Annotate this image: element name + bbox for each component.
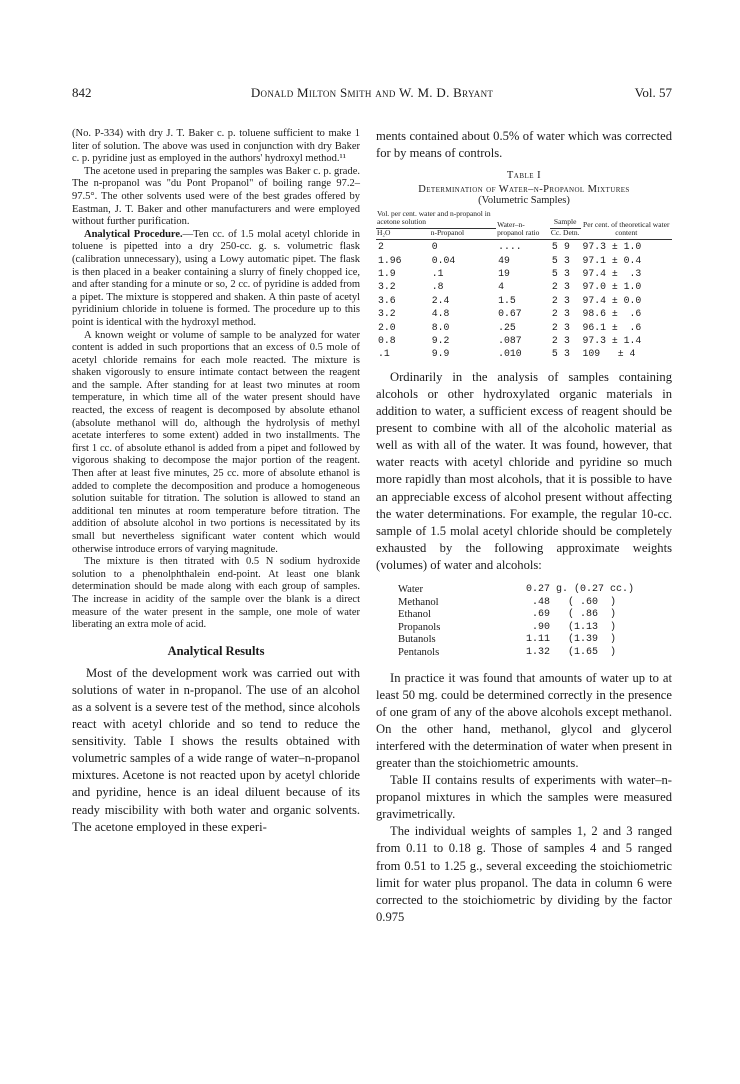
column-header: Vol. per cent. water and n-propanol in acetone solution (376, 210, 496, 229)
table-cell-ratio: 0.67 (498, 308, 522, 320)
table-cell-pct: 97.3 ± 1.0 (582, 241, 642, 253)
table-cell-pct: 109 ± 4 (582, 348, 636, 360)
table-cell-detn: 3 (564, 268, 570, 279)
table-1 (376, 170, 672, 361)
table-cell-ratio: .010 (498, 348, 522, 360)
table-cell-prop: 8.0 (431, 321, 450, 333)
table-cell-cc: 2 (551, 335, 558, 347)
paragraph: The mixture is then titrated with 0.5 N sodium hydroxide solution to a phenolphthalein end-point. At least one blank determination should be made along with each group of samples. The increase in acidity of the sample over the blank is a direct measure of the water present in the sample, one mole of water liberating an extra mole of acid. (72, 556, 360, 631)
paragraph: The acetone used in preparing the samples was Baker c. p. grade. The n-propanol was "du Pont Propanol" of boiling range 97.2–97.5°. The other solvents used were of the best grades offered by Eastman, J. T. Baker and other manufacturers and were employed without further purification. (72, 165, 360, 228)
table-cell-ratio: 19 (498, 268, 510, 279)
table-title: Determination of Water–n-Propanol Mixtures (418, 184, 630, 196)
table-cell-prop: 9.2 (431, 335, 450, 347)
table-cell-detn: 3 (564, 321, 570, 333)
weights-row (398, 584, 634, 597)
results-text (72, 665, 360, 836)
table-cell-h2o: 3.2 (378, 308, 396, 320)
table-cell-prop: 4.8 (431, 308, 450, 320)
table-cell-detn: 3 (564, 335, 570, 347)
table-cell-prop: 9.9 (431, 348, 450, 360)
table-row (376, 267, 672, 280)
table-cell-pct: 97.4 ± .3 (582, 268, 642, 279)
table-row (376, 240, 672, 254)
weights-table (398, 584, 634, 660)
table-cell-cc: 2 (551, 294, 558, 306)
weights-body (398, 584, 634, 660)
table-subtitle: (Volumetric Samples) (478, 195, 570, 207)
substance-name: Ethanol (398, 609, 431, 621)
running-head-authors: Donald Milton Smith and W. M. D. Bryant (250, 85, 494, 100)
weights-row (398, 597, 634, 610)
right-column (376, 128, 672, 926)
table-cell-ratio: .087 (498, 335, 522, 347)
table-row (376, 321, 672, 334)
substance-name: Water (398, 583, 424, 595)
table-cell-prop: 0 (431, 241, 438, 253)
table-cell-prop: .8 (431, 281, 444, 293)
experimental-text (72, 128, 360, 632)
substance-weight: .48 ( .60 ) (526, 596, 617, 608)
weights-row (398, 647, 634, 660)
table-row (376, 280, 672, 293)
column-header: Water–n-propanol ratio (496, 210, 550, 240)
substance-weight: 0.27 g. (0.27 cc.) (526, 583, 635, 595)
discussion-text (376, 369, 672, 574)
table-row (376, 334, 672, 347)
substance-name: Propanols (398, 621, 441, 633)
weights-row (398, 609, 634, 622)
substance-weight: 1.11 (1.39 ) (526, 634, 617, 646)
page-header (72, 85, 672, 103)
table-cell-detn: 3 (564, 308, 570, 320)
table-cell-ratio: 1.5 (498, 294, 516, 306)
paragraph: The individual weights of samples 1, 2 and 3 ranged from 0.11 to 0.18 g. Those of samples 4 and 5 ranged from 0.51 to 1.25 g., several exceeding the stoichiometric limit for water plus propanol. The data in column 6 were corrected to the stoichiometric by dividing by the factor 0.975 (376, 824, 672, 924)
paragraph: A known weight or volume of sample to be analyzed for water content is added in such proportions that an excess of 0.5 mole of acetyl chloride remains for each mole reacted. The mixture is shaken vigorously to ensure intimate contact between the reagent and the sample. After standing for at least two minutes at room temperature, in which time all of the water present should have reacted, the excess of reagent is decomposed by absolute ethanol (absolute methanol will do, although the hydrolysis of methyl acetate interferes to some extent) added in two installments. The first 1 cc. of absolute ethanol is added from a pipet and followed by vigorous shaking to decompose the major portion of the reagent. Then after at least five minutes, 25 cc. more of absolute ethanol is added to complete the decomposition and produce a homogeneous solution suitable for titration. The solution is allowed to stand an additional ten minutes at room temperature before titration. The addition of absolute alcohol in two portions is necessitated by its small but nevertheless significant water content which would otherwise introduce errors of varying magnitude. (72, 329, 360, 555)
substance-name: Butanols (398, 634, 436, 646)
table-cell-cc: 2 (551, 308, 558, 320)
table-label: Table I (506, 170, 542, 182)
table-cell-h2o: 0.8 (378, 335, 396, 347)
paragraph: ments contained about 0.5% of water which was corrected for by means of controls. (376, 129, 672, 161)
column-header: Per cent. of theoretical water content (581, 210, 673, 240)
table-cell-pct: 97.3 ± 1.4 (582, 335, 642, 347)
left-column (72, 128, 360, 836)
table-cell-pct: 96.1 ± .6 (582, 321, 642, 333)
paragraph: Table II contains results of experiments with water–n-propanol mixtures in which the samples were measured gravimetrically. (376, 773, 672, 822)
substance-weight: 1.32 (1.65 ) (526, 646, 617, 658)
table-cell-detn: 3 (564, 348, 570, 360)
table-cell-pct: 97.1 ± 0.4 (582, 254, 642, 266)
table-cell-h2o: 1.96 (378, 254, 402, 266)
weights-row (398, 634, 634, 647)
column-header: Detn. (562, 229, 580, 240)
table-cell-detn: 3 (564, 254, 570, 266)
table-cell-cc: 2 (551, 321, 558, 333)
substance-weight: .90 (1.13 ) (526, 621, 617, 633)
substance-name: Methanol (398, 596, 439, 608)
table-cell-detn: 3 (564, 294, 570, 306)
table-cell-cc: 5 (551, 241, 558, 253)
table-row (376, 254, 672, 267)
table-row (376, 307, 672, 320)
table-cell-detn: 9 (564, 241, 570, 253)
section-heading: Analytical Results (167, 643, 265, 658)
table-cell-ratio: 4 (498, 281, 504, 293)
column-header: H₂O (376, 229, 430, 240)
table-row (376, 294, 672, 307)
run-in-heading: Analytical Procedure. (84, 228, 183, 240)
table-cell-h2o: 1.9 (378, 268, 396, 279)
table-cell-ratio: .25 (498, 321, 516, 333)
paragraph: (No. P-334) with dry J. T. Baker c. p. toluene sufficient to make 1 liter of solution. The above was used in conjunction with dry Baker c. p. pyridine just as employed in the authors' hydroxyl method.¹¹ (72, 128, 360, 165)
table-cell-pct: 97.4 ± 0.0 (582, 294, 642, 306)
table-cell-cc: 5 (551, 348, 558, 360)
table-body (376, 240, 672, 361)
substance-name: Pentanols (398, 646, 440, 658)
data-table (376, 210, 672, 361)
paragraph: Ordinarily in the analysis of samples containing alcohols or other hydroxylated organic materials in addition to water, a sufficient excess of reagent should be present to combine with all of the alcoholic material as well as with all of the water. It was found, however, that water reacts with acetyl chloride and pyridine so much more rapidly than most alcohols, that it is possible to have an appreciable excess of alcohol present without affecting the water determinations. For example, the regular 10-cc. sample of 1.5 molal acetyl chloride should be completely exhausted by the following approximate weights (volumes) of water and alcohols: (376, 369, 672, 572)
table-cell-detn: 3 (564, 281, 570, 293)
table-cell-prop: .1 (431, 268, 444, 279)
column-header: n-Propanol (430, 229, 496, 240)
table-row (376, 347, 672, 360)
discussion-text-2 (376, 670, 672, 926)
column-header: Cc. (550, 229, 562, 240)
table-cell-h2o: 3.6 (378, 294, 396, 306)
table-cell-prop: 2.4 (431, 294, 450, 306)
paragraph (72, 229, 360, 330)
table-cell-prop: 0.04 (431, 254, 456, 266)
paragraph: In practice it was found that amounts of water up to at least 50 mg. could be determined correctly in the presence of one gram of any of the above alcohols except methanol. On the other hand, methanol, glycol and glycerol interfered with the determination of water when present in greater than the stoichiometric amounts. (376, 670, 672, 770)
table-cell-h2o: 3.2 (378, 281, 396, 293)
table-cell-h2o: 2 (378, 241, 384, 253)
table-cell-ratio: 49 (498, 254, 510, 266)
page-number: 842 (72, 85, 92, 100)
table-cell-h2o: .1 (378, 348, 390, 360)
continued-text (376, 128, 672, 162)
column-header: Sample (550, 210, 581, 229)
table-cell-ratio: .... (498, 241, 522, 253)
table-cell-cc: 5 (551, 254, 558, 266)
weights-row (398, 622, 634, 635)
volume-number: Vol. 57 (634, 85, 672, 100)
paragraph-text: —Ten cc. of 1.5 molal acetyl chloride in toluene is pipetted into a dry 250-cc. g. s. volumetric flask (calibration unnecessary), using a Lowy automatic pipet. The flask is then placed in a beaker containing a slurry of finely chopped ice, and after standing for a minute or so, 2 cc. of pyridine is added from a pipet. The mixture is stoppered and shaken. A thin paste of acetyl pyridinium chloride in toluene is formed. The procedure up to this point is identical with the hydroxyl method. (72, 228, 360, 328)
table-cell-pct: 98.6 ± .6 (582, 308, 642, 320)
substance-weight: .69 ( .86 ) (526, 609, 617, 621)
table-cell-cc: 5 (551, 268, 558, 279)
table-cell-cc: 2 (551, 281, 558, 293)
paragraph: Most of the development work was carried out with solutions of water in n-propanol. The use of an alcohol as a solvent is a severe test of the method, since alcohols react with acetyl chloride and so tend to reduce the sensitivity. Table I shows the results obtained with volumetric samples of a wide range of water–n-propanol mixtures. Acetone is not reacted upon by acetyl chloride and pyridine, hence is an ideal diluent because of its ready miscibility with both water and organic solvents. The acetone employed in these experi- (72, 665, 360, 834)
table-cell-h2o: 2.0 (378, 321, 396, 333)
table-cell-pct: 97.0 ± 1.0 (582, 281, 642, 293)
